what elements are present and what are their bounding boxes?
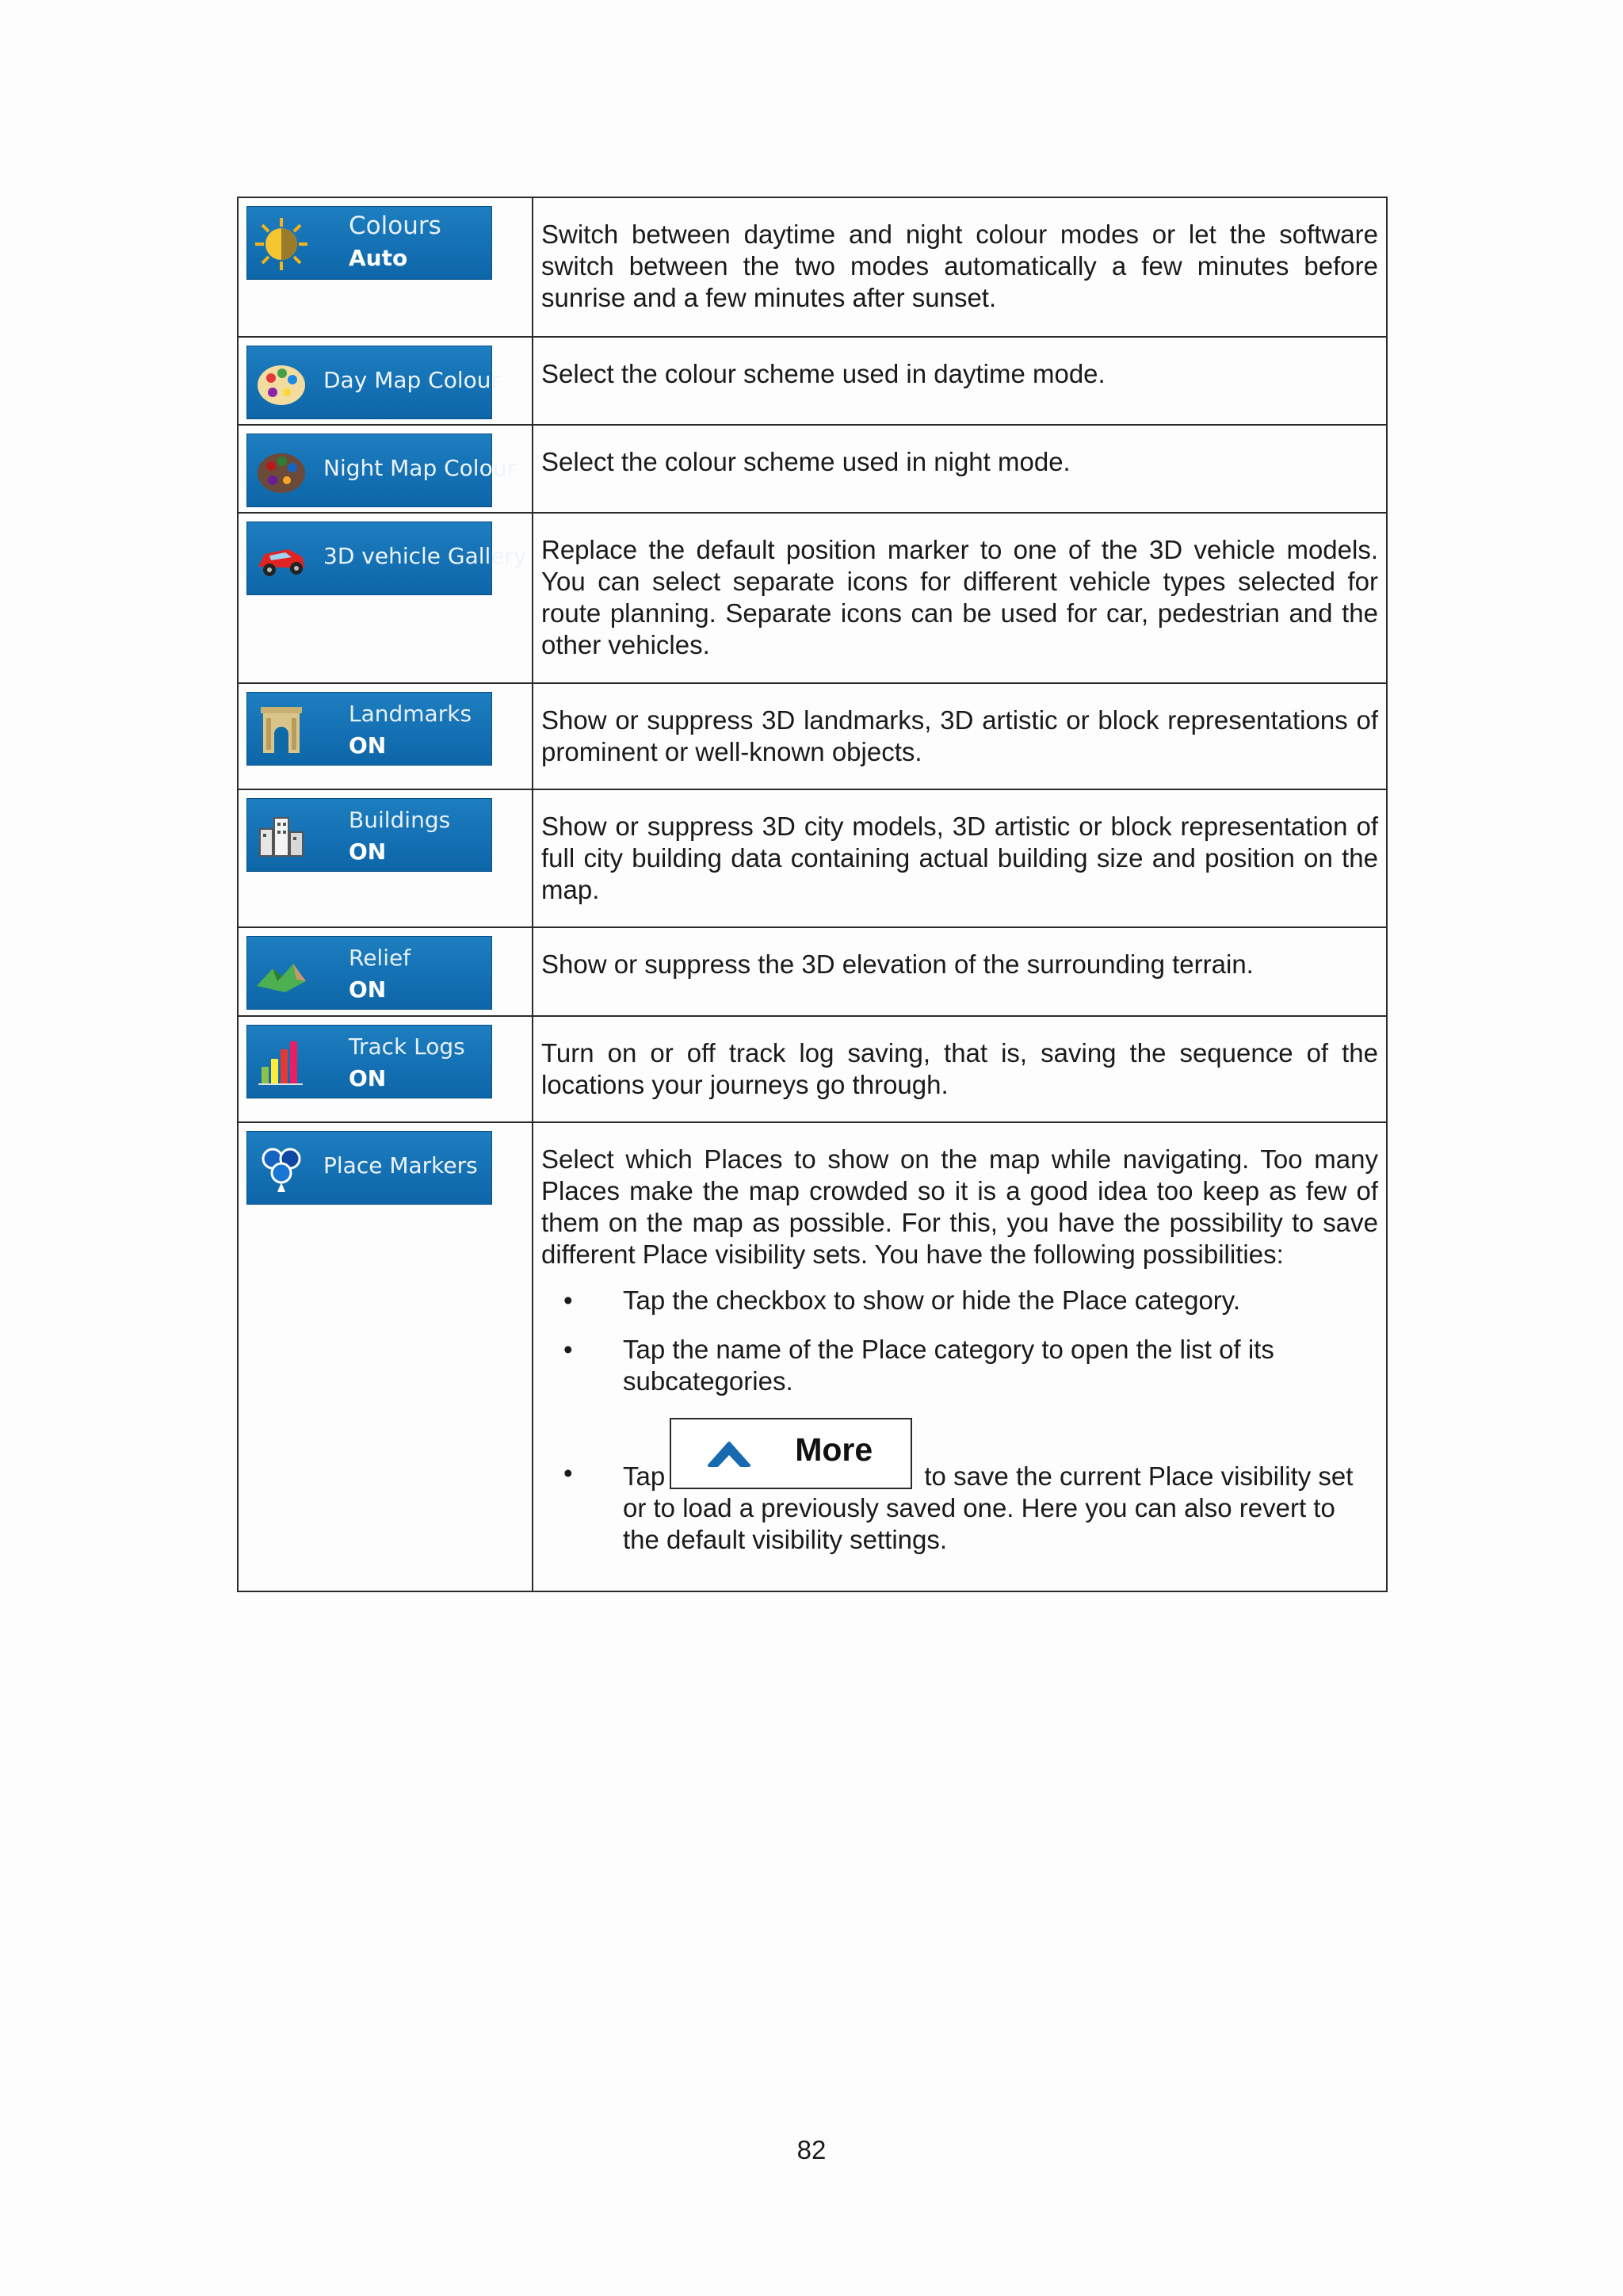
list-item <box>541 1418 1378 1556</box>
list-item <box>541 1334 1378 1397</box>
place-options-list <box>541 1285 1378 1556</box>
list-item <box>541 1285 1378 1316</box>
relief-value: ON <box>349 976 387 1003</box>
vehicle-gallery-description: Replace the default position marker to one of the 3D vehicle models. You can select separate icons for different vehicle types selected for route planning. Separate icons can be used for car, pedestrian and the other vehicles. <box>533 513 1387 683</box>
table-row <box>238 425 1387 513</box>
day-map-colour-label: Day Map Colour <box>323 367 501 393</box>
place-markers-icon <box>254 1141 309 1197</box>
chevron-up-icon <box>706 1435 752 1470</box>
landmarks-description: Show or suppress 3D landmarks, 3D artistic or block representations of prominent or well-known objects. <box>533 683 1387 789</box>
day-map-colour-button[interactable] <box>246 346 501 419</box>
table-row <box>238 197 1387 337</box>
more-label: More <box>795 1431 873 1468</box>
track-logs-value: ON <box>349 1065 387 1091</box>
bullet: • <box>563 1458 573 1488</box>
relief-button[interactable] <box>246 936 492 1010</box>
table-row <box>238 1016 1387 1122</box>
place-markers-description-cell <box>533 1122 1387 1591</box>
place-markers-button[interactable] <box>246 1131 492 1205</box>
colours-value: Auto <box>349 245 408 271</box>
colours-description: Switch between daytime and night colour modes or let the software switch between the two modes automatically a few minutes before sunrise and a few minutes after sunset. <box>533 197 1387 337</box>
table-row <box>238 1122 1387 1591</box>
day-map-colour-description: Select the colour scheme used in daytime mode. <box>533 337 1387 425</box>
table-row <box>238 789 1387 927</box>
buildings-description: Show or suppress 3D city models, 3D artistic or block representation of full city building data containing actual building size and position on the map. <box>533 789 1387 927</box>
night-map-colour-label: Night Map Colour <box>323 455 516 481</box>
track-logs-label: Track Logs <box>349 1033 465 1060</box>
option-checkbox-text: Tap the checkbox to show or hide the Place category. <box>623 1286 1241 1315</box>
page-number: 82 <box>796 2135 827 2164</box>
option-save-text: to save the current Place visibility set or to load a previously saved one. Here you can also revert to the default visibility settings. <box>623 1461 1354 1554</box>
option-category-text: Tap the name of the Place category to open the list of its subcategories. <box>623 1335 1274 1396</box>
table-row <box>238 337 1387 425</box>
terrain-icon <box>254 946 309 1002</box>
relief-description: Show or suppress the 3D elevation of the surrounding terrain. <box>533 927 1387 1016</box>
option-tap-text: Tap <box>623 1461 666 1491</box>
track-logs-button[interactable] <box>246 1025 492 1098</box>
table-row <box>238 927 1387 1016</box>
night-map-colour-description: Select the colour scheme used in night mode. <box>533 425 1387 513</box>
buildings-value: ON <box>349 839 387 865</box>
more-button[interactable] <box>670 1418 912 1489</box>
day-palette-icon <box>254 356 309 411</box>
vehicle-gallery-button[interactable] <box>246 521 527 595</box>
night-map-colour-button[interactable] <box>246 434 516 507</box>
landmarks-value: ON <box>349 732 387 758</box>
colours-button[interactable] <box>246 206 492 280</box>
buildings-button[interactable] <box>246 798 492 872</box>
relief-label: Relief <box>349 945 411 971</box>
landmarks-label: Landmarks <box>349 701 472 727</box>
table-row <box>238 683 1387 789</box>
buildings-icon <box>254 808 309 864</box>
bar-chart-icon <box>254 1035 309 1091</box>
vehicle-gallery-label: 3D vehicle Gallery <box>323 543 527 569</box>
bullet: • <box>563 1286 573 1315</box>
track-logs-description: Turn on or off track log saving, that is, saving the sequence of the locations your journeys go through. <box>533 1016 1387 1122</box>
settings-table <box>237 197 1388 1592</box>
buildings-label: Buildings <box>349 807 451 833</box>
landmarks-button[interactable] <box>246 692 492 766</box>
night-palette-icon <box>254 444 309 499</box>
car-icon <box>254 532 309 587</box>
bullet: • <box>563 1335 573 1364</box>
place-markers-description: Select which Places to show on the map while navigating. Too many Places make the map crowded so it is a good idea too keep as few of them on the map as possible. For this, you have the possibility to save different Place visibility sets. You have the following possibilities: <box>541 1144 1378 1269</box>
sun-icon <box>254 216 309 272</box>
place-markers-label: Place Markers <box>323 1152 478 1179</box>
colours-label: Colours <box>349 212 441 240</box>
table-row <box>238 513 1387 683</box>
arch-icon <box>254 702 309 758</box>
